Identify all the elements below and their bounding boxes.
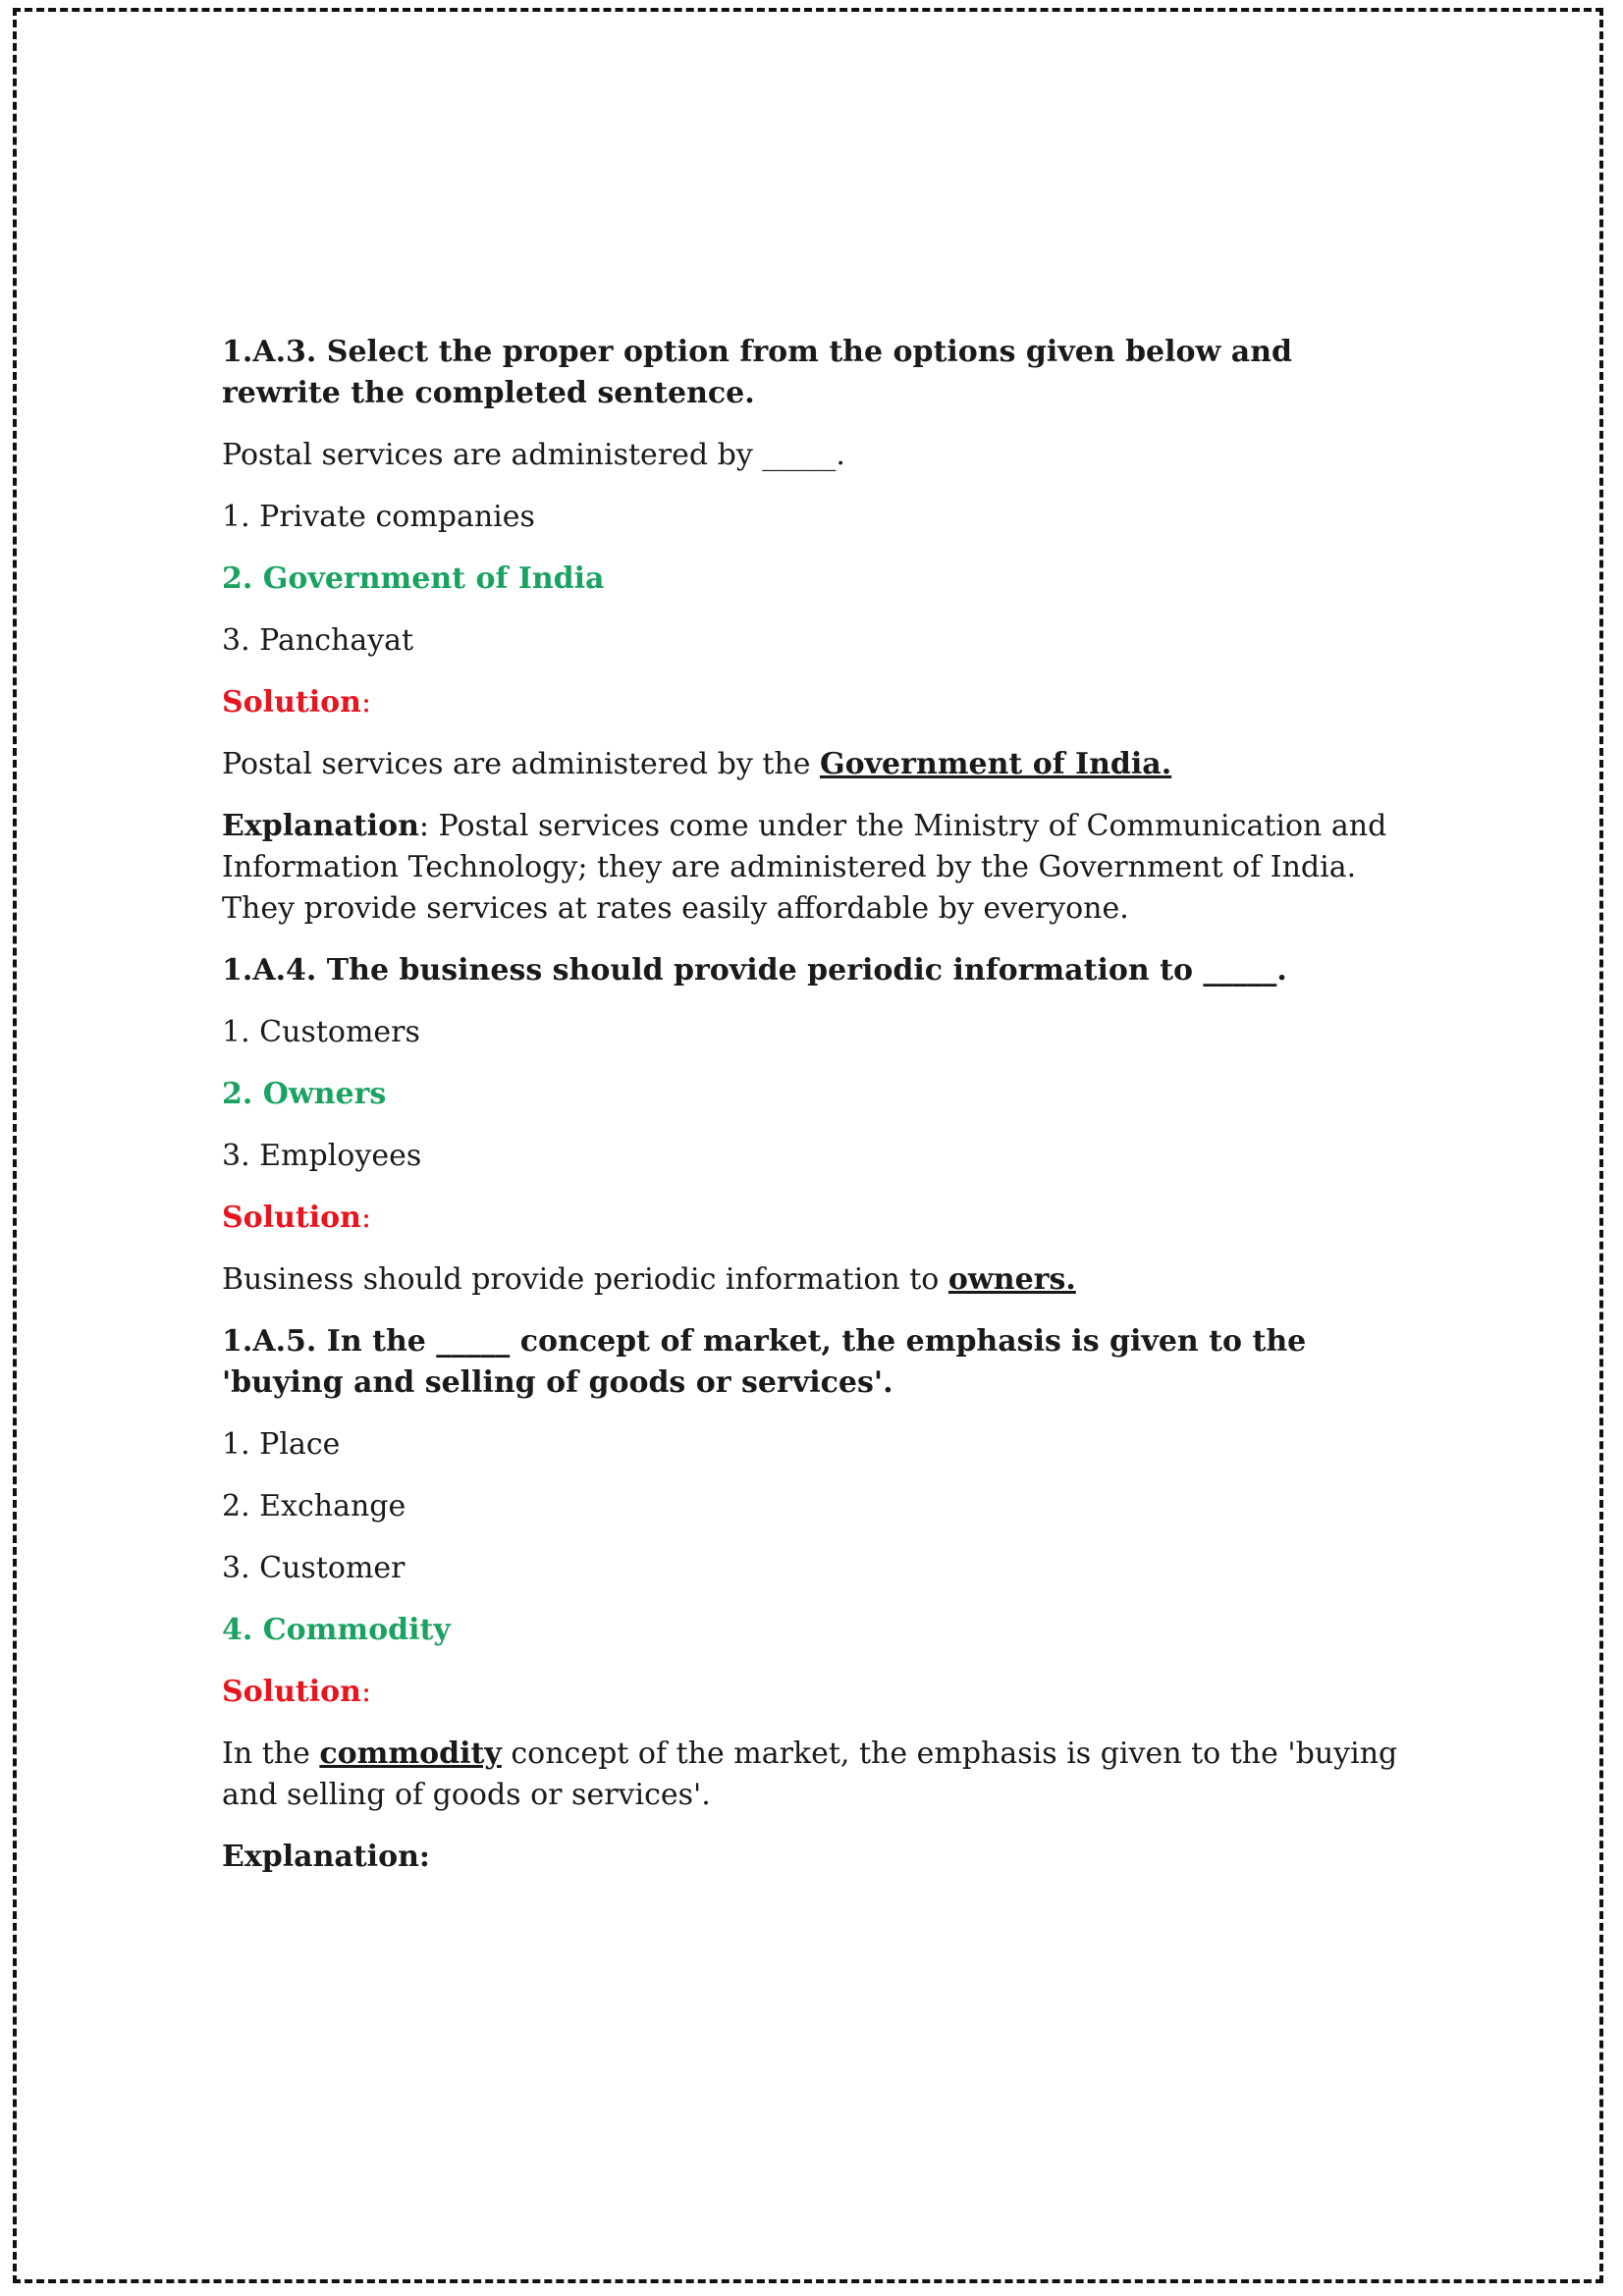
explanation-text: : Postal services come under the Ministry of Communication and Information Technology; they are administered by the Government of India. They provide services at rates easily affordable by everyone.: [222, 809, 1387, 926]
explanation: [222, 806, 1410, 930]
question-1a3-title: 1.A.3. Select the proper option from the options given below and rewrite the completed sentence.: [222, 335, 1293, 410]
solution-label: Solution:: [222, 1201, 372, 1235]
answer-highlight: Government of India.: [819, 747, 1172, 781]
option-1: 1. Place: [222, 1427, 341, 1462]
explanation-label: Explanation: [222, 809, 419, 843]
solution-label: Solution:: [222, 685, 372, 720]
option-1: 1. Customers: [222, 1015, 420, 1049]
question-1a3-prompt: Postal services are administered by _____.: [222, 438, 845, 472]
question-1a5-title: 1.A.5. In the _____ concept of market, the emphasis is given to the 'buying and selling of goods or services'.: [222, 1324, 1307, 1400]
answer-highlight: owners.: [947, 1262, 1076, 1297]
option-2: 2. Exchange: [222, 1489, 406, 1523]
solution-answer: Business should provide periodic information to owners.: [222, 1262, 1076, 1297]
option-2-correct: 2. Owners: [222, 1077, 387, 1111]
answer-highlight: commodity: [319, 1736, 502, 1771]
option-4-correct: 4. Commodity: [222, 1613, 451, 1647]
explanation-label: Explanation:: [222, 1840, 430, 1874]
solution-label: Solution:: [222, 1675, 372, 1709]
option-3: 3. Customer: [222, 1551, 406, 1585]
solution-answer: In the commodity concept of the market, the emphasis is given to the 'buying and selling of goods or services'.: [222, 1736, 1398, 1812]
document-content: [222, 332, 1410, 1898]
solution-answer: Postal services are administered by the Government of India.: [222, 747, 1172, 781]
option-1: 1. Private companies: [222, 500, 535, 534]
question-1a4-title: 1.A.4. The business should provide periodic information to _____.: [222, 953, 1287, 988]
option-3: 3. Employees: [222, 1139, 422, 1173]
option-3: 3. Panchayat: [222, 623, 414, 658]
option-2-correct: 2. Government of India: [222, 561, 605, 596]
